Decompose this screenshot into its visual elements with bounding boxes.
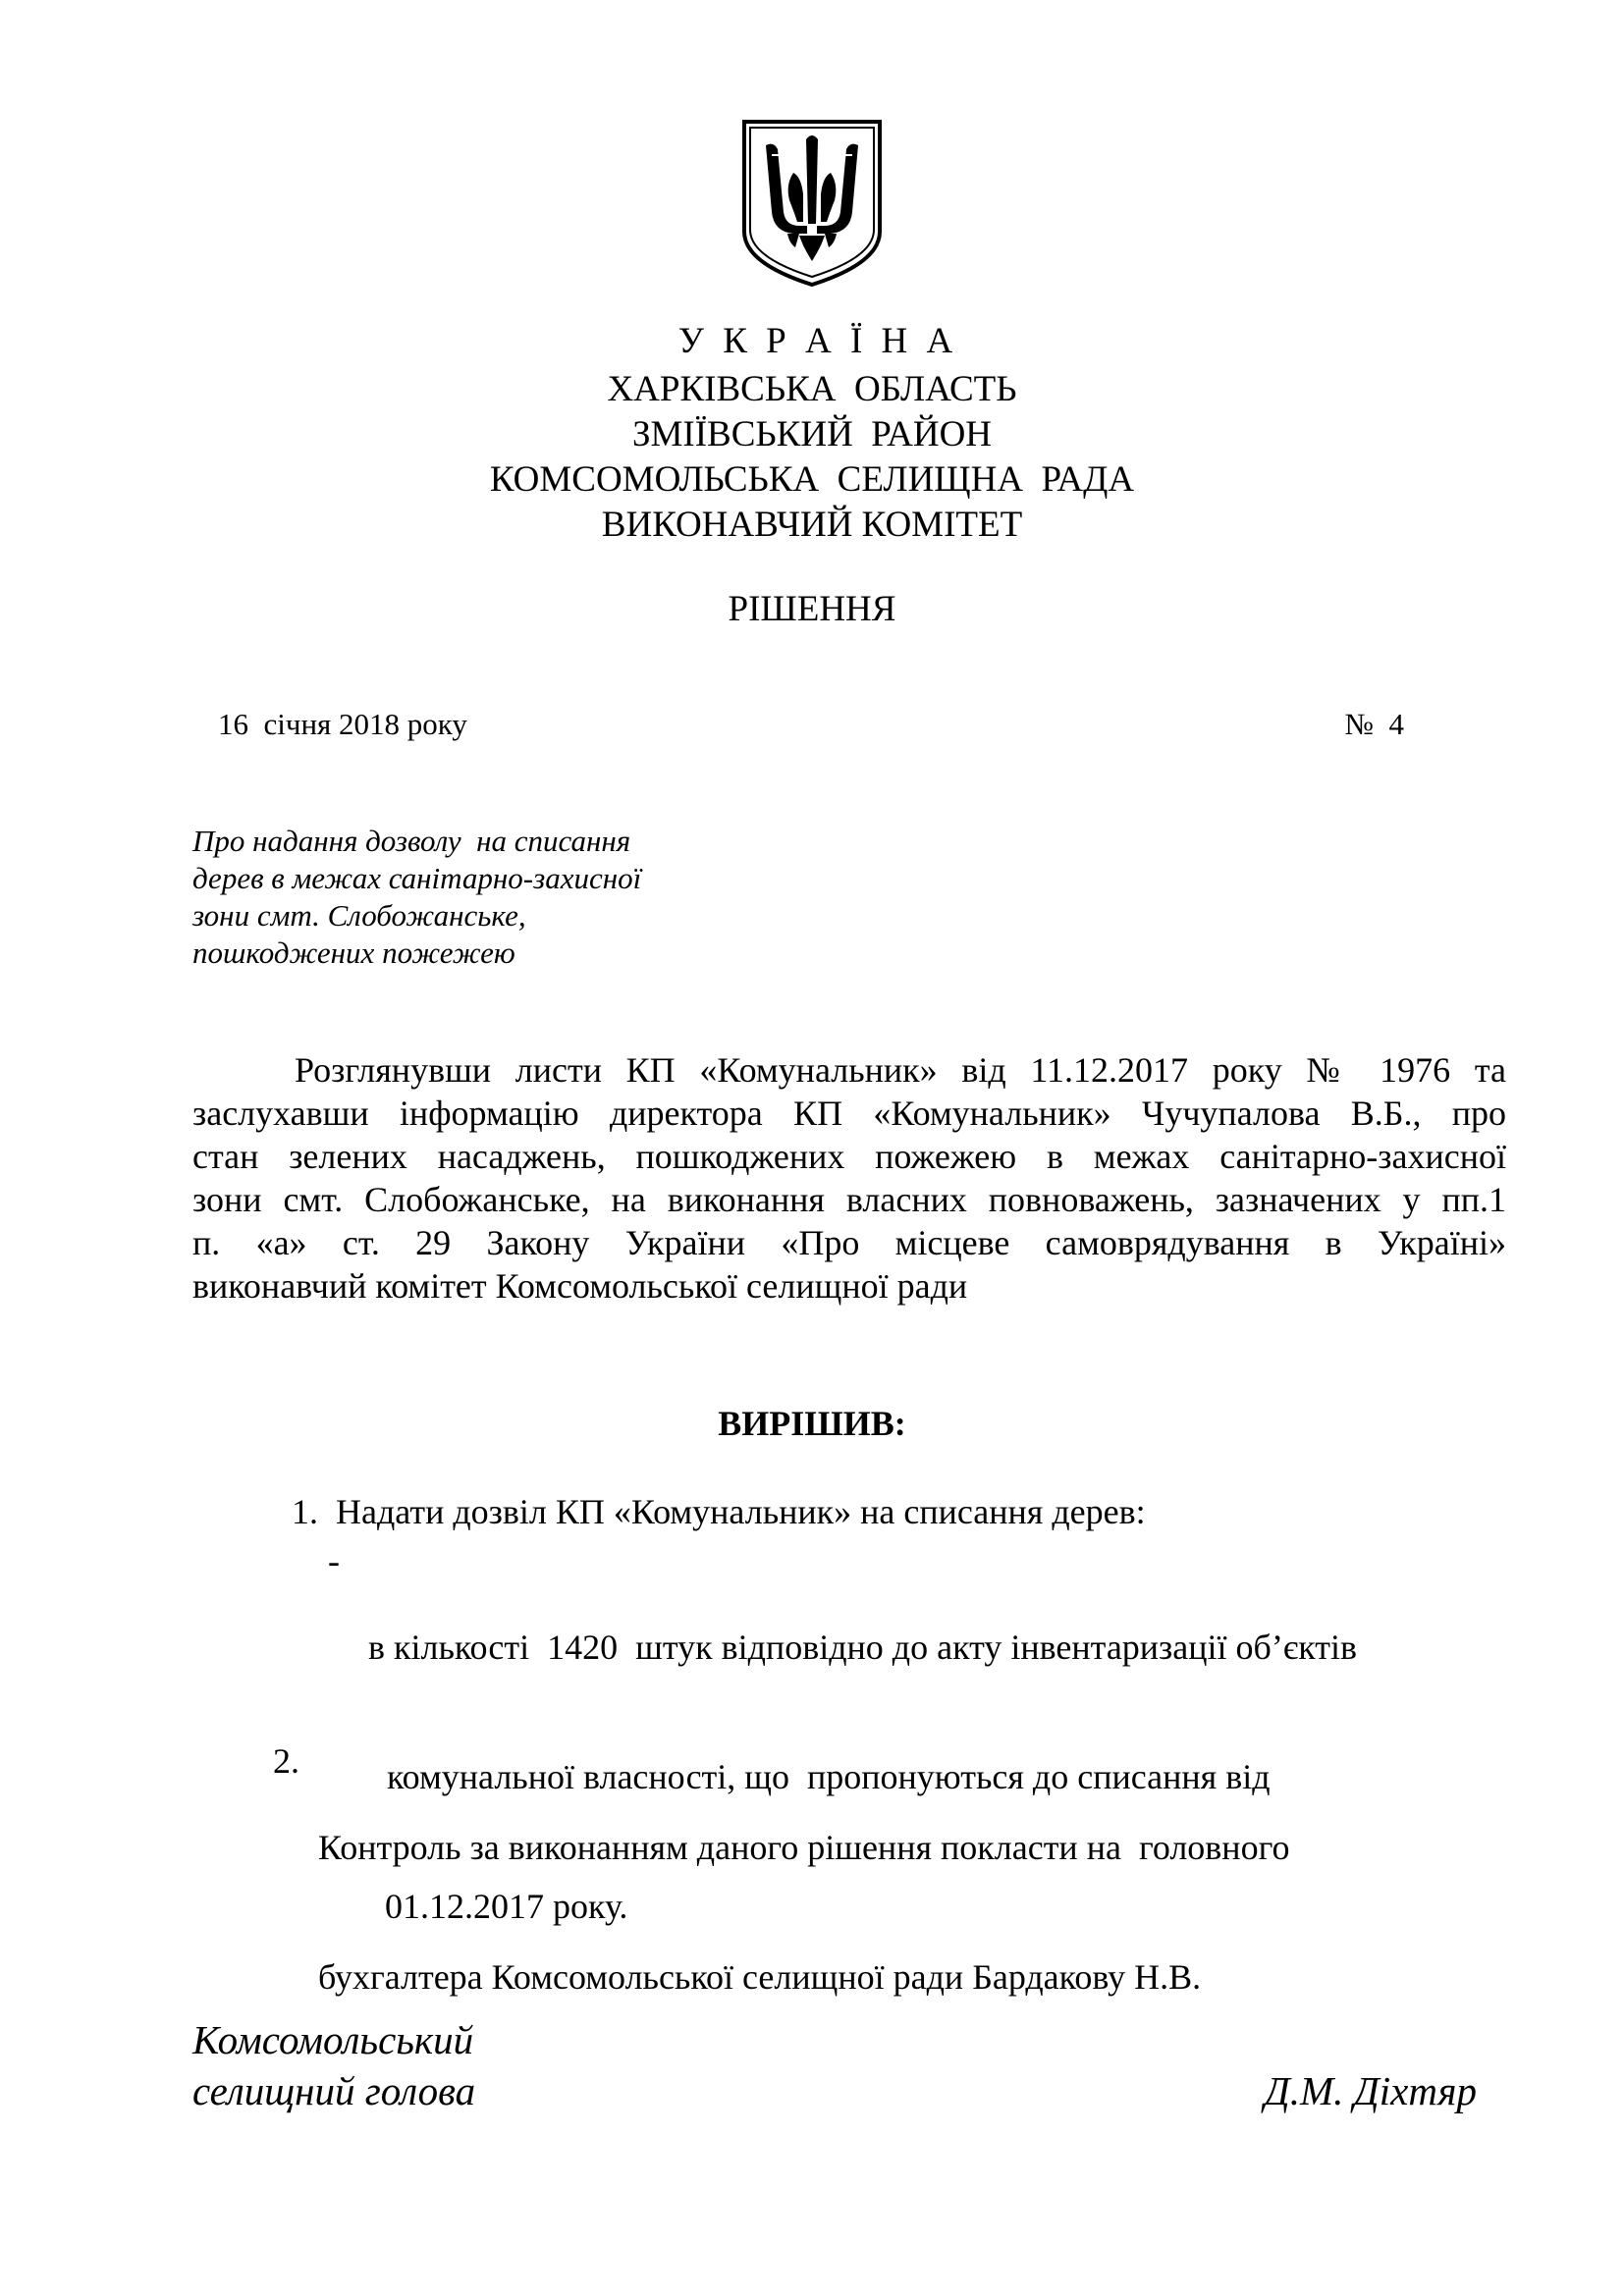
header-council: КОМСОМОЛЬСЬКА СЕЛИЩНА РАДА	[489, 459, 1135, 500]
item-line: бухгалтера Комсомольської селищної ради Бардакову Н.В.	[318, 1957, 1202, 1997]
signatory-title-line: селищний голова	[192, 2068, 476, 2113]
subject-line: Про надання дозволу на списання	[192, 824, 631, 858]
item-line: Контроль за виконанням даного рішення покласти на головного	[318, 1828, 1290, 1867]
subject-line: дерев в межах санітарно-захисної	[192, 861, 642, 895]
document-type-title: РІШЕННЯ	[728, 589, 896, 629]
preamble-line: стан зелених насаджень, пошкоджених пожежею в межах санітарно-захисної	[192, 1137, 1506, 1176]
subitem-line: в кількості 1420 штук відповідно до акту інвентаризації об’єктів	[359, 1628, 1358, 1667]
subject-line: пошкоджених пожежею	[192, 935, 515, 970]
header-country: У К Р А Ї Н А	[677, 321, 958, 361]
document-subject	[192, 823, 641, 972]
decided-heading: ВИРІШИВ:	[718, 1404, 906, 1443]
preamble-line: Розглянувши листи КП «Комунальник» від 11.12.2017 року № 1976 та	[295, 1050, 1506, 1090]
preamble-line: п. «а» ст. 29 Закону України «Про місцеве самоврядування в Україні»	[192, 1223, 1506, 1262]
header-committee: ВИКОНАВЧИЙ КОМІТЕТ	[601, 505, 1023, 545]
preamble-line: виконавчий комітет Комсомольської селищної ради	[192, 1266, 968, 1306]
header-oblast: ХАРКІВСЬКА ОБЛАСТЬ	[607, 369, 1017, 409]
document-date: 16 січня 2018 року	[218, 707, 467, 741]
preamble-paragraph	[192, 1048, 1506, 1308]
decision-item-1: 1. Надати дозвіл КП «Комунальник» на списання дерев:	[292, 1492, 1146, 1531]
preamble-line: зони смт. Слобожанське, на виконання власних повноважень, зазначених у пп.1	[192, 1180, 1506, 1219]
document-number: № 4	[1344, 707, 1404, 741]
signatory-name: Д.М. Діхтяр	[1264, 2068, 1477, 2113]
item-number: 2.	[273, 1741, 299, 1781]
signatory-title-line: Комсомольський	[192, 2017, 474, 2062]
list-dash: -	[328, 1541, 340, 1580]
header-raion: ЗМІЇВСЬКИЙ РАЙОН	[631, 414, 993, 454]
signatory-title	[192, 2014, 475, 2116]
subitem-line: комунальної власності, що пропонуються до списання від	[387, 1757, 1271, 1796]
preamble-line: заслухавши інформацію директора КП «Комунальник» Чучупалова В.Б., про	[192, 1094, 1506, 1133]
ukraine-trident-emblem-icon	[738, 116, 886, 291]
subitem-line: 01.12.2017 року.	[385, 1887, 628, 1926]
subject-line: зони смт. Слобожанське,	[192, 898, 526, 933]
